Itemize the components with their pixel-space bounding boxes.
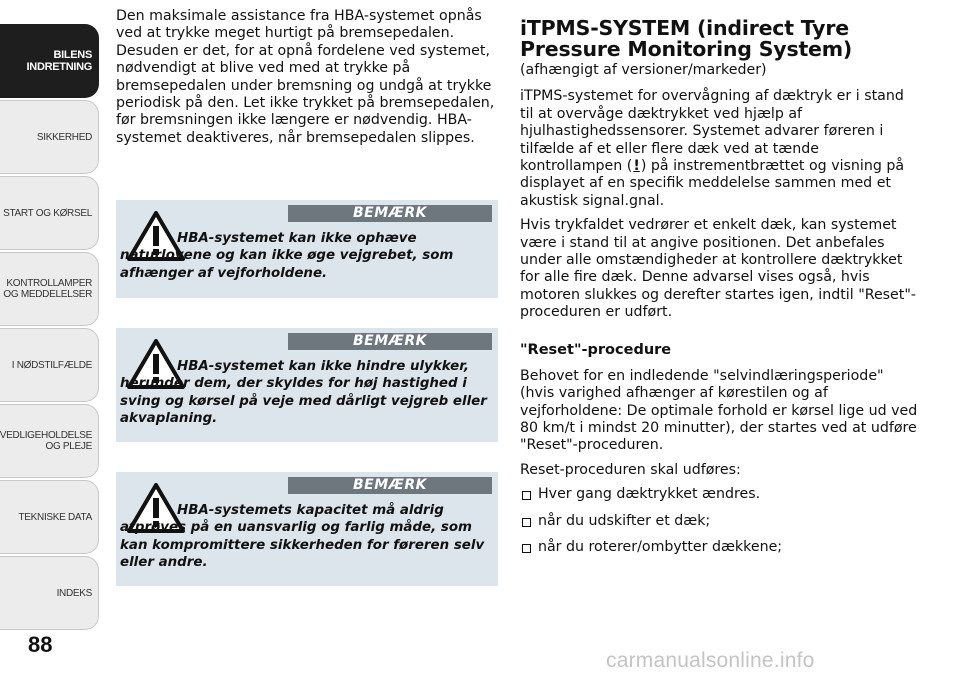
- list-item: [520, 539, 920, 556]
- note-label: BEMÆRK: [288, 333, 492, 350]
- watermark: carmanualsonline.info: [606, 649, 815, 672]
- section-subtitle: (afhængigt af versioner/markeder): [520, 62, 767, 78]
- intro-paragraph: Den maksimale assistance fra HBA-systemet opnås ved at trykke meget hurtigt på bremsepedalen. Desuden er det, for at opnå fordelene ved systemet, nødvendigt at blive ved med at trykke på bremsepedalen under bremsning og undgå at trykke periodisk på den. Let ikke trykket på bremsepedalen, før bremsningen ikke længere er nødvendig. HBA-systemet deaktiveres, når bremsepedalen slippes.: [116, 8, 495, 146]
- section-title: iTPMS-SYSTEM (indirect Tyre Pressure Monitoring System): [520, 16, 853, 61]
- tab-vedligeholdelse[interactable]: VEDLIGEHOLDELSE OG PLEJE: [0, 404, 99, 478]
- tab-kontrollamper[interactable]: KONTROLLAMPER OG MEDDELELSER: [0, 252, 99, 326]
- reset-conditions-list: [520, 486, 920, 556]
- tab-sikkerhed[interactable]: SIKKERHED: [0, 100, 99, 174]
- tab-bilens-indretning[interactable]: BILENS INDRETNING: [0, 24, 99, 98]
- checkbox-bullet-icon: [522, 491, 531, 500]
- tab-tekniske-data[interactable]: TEKNISKE DATA: [0, 480, 99, 554]
- note-box-2: [116, 328, 498, 442]
- note-label: BEMÆRK: [288, 477, 492, 494]
- right-column: [520, 18, 920, 565]
- checkbox-bullet-icon: [522, 544, 531, 553]
- paragraph-single-tyre: Hvis trykfaldet vedrører et enkelt dæk, kan systemet være i stand til at angive positionen. Det anbefales under alle omstændigheder at kontrollere dæktrykket for alle fire dæk. Denne advarsel vises også, hvis motoren slukkes og derefter startes igen, indtil "Reset"-proceduren er udført.: [520, 217, 916, 321]
- para-text: iTPMS-systemet for overvågning af dæktryk er i stand til at overvåge dæktrykket ved hjælp af hjulhastighedssensorer. Systemet advarer føreren i tilfælde af et eller flere dæk ved at tænde kontrollampen (: [520, 88, 904, 175]
- list-item: [520, 486, 920, 503]
- note-text: HBA-systemet kan ikke hindre ulykker, herunder dem, der skyldes for høj hastighed i sving og kørsel på veje med dårligt vejgreb eller akvaplaning.: [120, 359, 487, 427]
- checkbox-bullet-icon: [522, 518, 531, 527]
- list-item-text: når du roterer/ombytter dækkene;: [538, 538, 783, 555]
- reset-procedure-heading: "Reset"-procedure: [520, 341, 672, 358]
- list-item-text: Hver gang dæktrykket ændres.: [538, 486, 761, 503]
- paragraph-itpms-intro: [520, 88, 920, 210]
- list-item: [520, 513, 920, 530]
- left-column: [116, 8, 498, 147]
- para-text: ) på instrementbrættet og visning på displayet af en specifik meddelelse sammen med et akustisk signal.gnal.: [520, 158, 905, 209]
- note-text: HBA-systemets kapacitet må aldrig afprøves på en uansvarlig og farlig måde, som kan kompromittere sikkerheden for føreren selv eller andre.: [120, 503, 485, 571]
- note-box-3: [116, 472, 498, 586]
- note-box-1: [116, 200, 498, 298]
- note-text: HBA-systemet kan ikke ophæve naturlovene og kan ikke øge vejgrebet, som afhænger af vejforholdene.: [120, 231, 454, 281]
- tab-indeks[interactable]: INDEKS: [0, 556, 99, 630]
- tab-start-og-korsel[interactable]: START OG KØRSEL: [0, 176, 99, 250]
- note-label: BEMÆRK: [288, 205, 492, 222]
- paragraph-reset-when: Reset-proceduren skal udføres:: [520, 461, 741, 478]
- page-number: 88: [28, 632, 53, 657]
- tyre-pressure-warning-icon: !: [633, 158, 640, 175]
- list-item-text: når du udskifter et dæk;: [538, 512, 711, 529]
- tab-i-nodstilfaelde[interactable]: I NØDSTILFÆLDE: [0, 328, 99, 402]
- paragraph-self-learning: Behovet for en indledende "selvindlæringsperiode" (hvis varighed afhænger af kørestilen og af vejforholdene: De optimale forhold er kørsel lige ud ved 80 km/t i mindst 20 minutter), der startes ved at udføre "Reset"-proceduren.: [520, 367, 918, 454]
